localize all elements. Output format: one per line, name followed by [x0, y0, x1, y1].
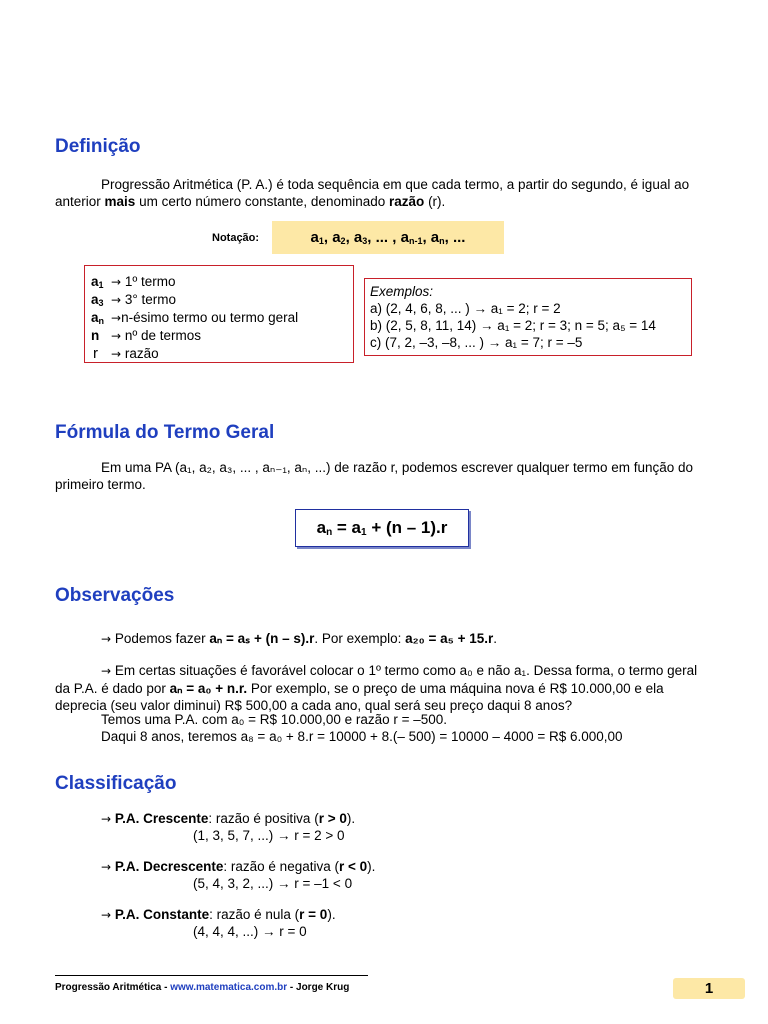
observacao-2-line: Temos uma P.A. com a₀ = R$ 10.000,00 e razão r = –500.	[101, 712, 448, 727]
termo-geral-formula-box: $a_n = a_1 + (n - 1).r$	[295, 509, 469, 547]
exemplo-item: c) (7, 2, –3, –8, ... ) → a₁ = 7; r = –5	[370, 335, 583, 350]
section-heading-observacoes: Observações	[55, 585, 175, 606]
classificacao-decrescente: → P.A. Decrescente: razão é negativa (r < 0).	[101, 859, 376, 874]
definicao-paragraph: Progressão Aritmética (P. A.) é toda sequência em que cada termo, a partir do segundo, é igual ao anterior mais um certo número constante, denominado razão (r).	[55, 177, 690, 209]
exemplo-item: a) (2, 4, 6, 8, ... ) → a₁ = 2; r = 2	[370, 301, 561, 316]
classificacao-crescente: → P.A. Crescente: razão é positiva (r > 0).	[101, 811, 356, 826]
section-heading-classificacao: Classificação	[55, 773, 177, 794]
termo-geral-paragraph: Em uma PA (a₁, a₂, a₃, ... , aₙ₋₁, aₙ, ...) de razão r, podemos escrever qualquer termo em função do primeiro termo.	[55, 460, 694, 492]
legend-item: $a_3 \to 3^\circ$ termo	[91, 292, 176, 308]
footer-rule	[55, 975, 368, 976]
classificacao-example: (4, 4, 4, ...) → r = 0	[193, 924, 307, 939]
observacao-1: → Podemos fazer aₙ = aₛ + (n – s).r. Por exemplo: a₂₀ = a₅ + 15.r.	[101, 631, 498, 646]
exemplo-item: b) (2, 5, 8, 11, 14) → a₁ = 2; r = 3; n = 5; a₅ = 14	[370, 318, 656, 333]
notacao-box: $a_1$, $a_2$, $a_3$, ... , $a_{n-1}$, $a_n$, ...	[272, 221, 504, 254]
legend-item: $a_1$ → 1º termo	[91, 274, 176, 290]
notation-legend-box	[84, 265, 354, 363]
classificacao-constante: → P.A. Constante: razão é nula (r = 0).	[101, 907, 336, 922]
footer-text: Progressão Aritmética - www.matematica.com.br - Jorge Krug	[55, 982, 350, 993]
footer-site-link[interactable]: www.matematica.com.br	[170, 982, 288, 993]
classificacao-example: (5, 4, 3, 2, ...) → r = –1 < 0	[193, 876, 353, 891]
legend-item: $a_n$ →n-ésimo termo ou termo geral	[91, 310, 299, 326]
section-heading-definicao: Definição	[55, 136, 141, 157]
observacao-2-line: Daqui 8 anos, teremos a₈ = a₀ + 8.r = 10000 + 8.(– 500) = 10000 – 4000 = R$ 6.000,00	[101, 729, 623, 744]
observacao-2: → Em certas situações é favorável colocar o 1º termo como a₀ e não a₁. Dessa forma, o termo geral da P.A. é dado por aₙ = a₀ + n.r. Por exemplo, se o preço de uma máquina nova é R$ 10.000,00 e ela deprecia (seu valor diminui) R$ 500,00 a cada ano, qual será seu preço daqui 8 anos?	[55, 663, 698, 713]
exemplos-box	[364, 278, 692, 356]
exemplos-title: Exemplos:	[370, 284, 434, 299]
section-heading-termo-geral: Fórmula do Termo Geral	[55, 422, 275, 443]
legend-item: n → nº de termos	[91, 328, 202, 343]
notacao-label: Notação:	[212, 232, 260, 244]
legend-item: r → razão	[93, 345, 159, 362]
page-number-badge: 1	[673, 978, 745, 999]
classificacao-example: (1, 3, 5, 7, ...) → r = 2 > 0	[193, 828, 345, 843]
